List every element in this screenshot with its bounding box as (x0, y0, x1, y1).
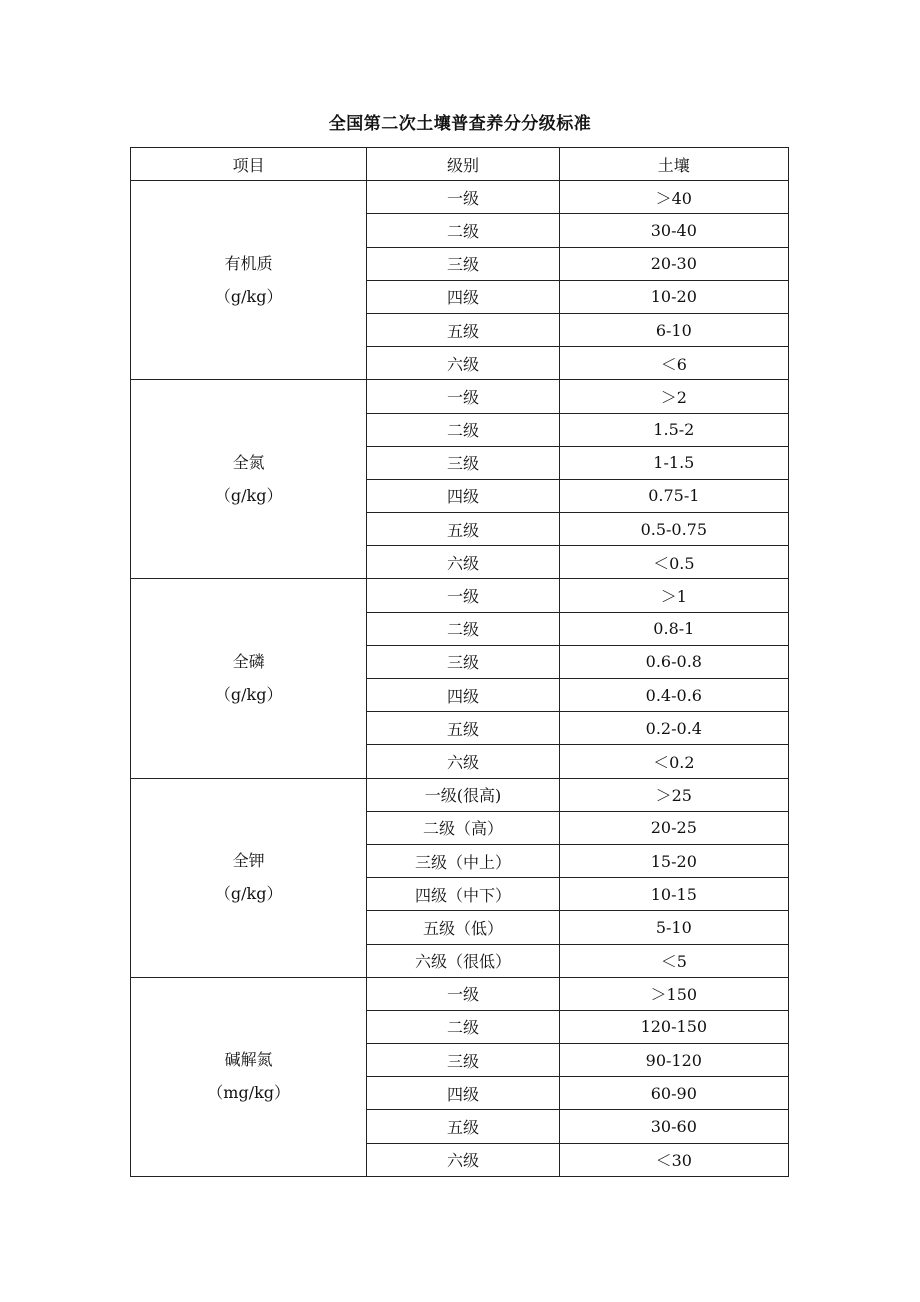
soil-value-cell: 0.6-0.8 (559, 645, 788, 678)
level-cell: 三级 (367, 1044, 559, 1077)
soil-value-cell: 15-20 (559, 844, 788, 877)
level-cell: 三级（中上） (367, 844, 559, 877)
soil-value-cell: 20-25 (559, 811, 788, 844)
soil-value-cell: 0.75-1 (559, 479, 788, 512)
item-cell (131, 380, 367, 579)
level-cell: 一级 (367, 181, 559, 214)
table-row (131, 977, 789, 1010)
level-cell: 二级 (367, 612, 559, 645)
table-body (131, 181, 789, 1177)
soil-value-cell: ＞1 (559, 579, 788, 612)
item-name: 全氮 (232, 452, 265, 472)
soil-value-cell: 20-30 (559, 247, 788, 280)
table-row (131, 380, 789, 413)
level-cell: 一级 (367, 977, 559, 1010)
item-name: 有机质 (224, 253, 273, 273)
item-unit: （g/kg） (214, 685, 283, 704)
soil-value-cell: 90-120 (559, 1044, 788, 1077)
level-cell: 五级 (367, 313, 559, 346)
page-title: 全国第二次土壤普查养分分级标准 (328, 114, 592, 134)
item-cell (131, 778, 367, 977)
level-cell: 五级 (367, 513, 559, 546)
level-cell: 四级 (367, 679, 559, 712)
soil-value-cell: ＜0.5 (559, 546, 788, 579)
soil-value-cell: 30-40 (559, 214, 788, 247)
soil-value-cell: ＞150 (559, 977, 788, 1010)
soil-value-cell: ＞25 (559, 778, 788, 811)
level-cell: 三级 (367, 446, 559, 479)
soil-value-cell: 1-1.5 (559, 446, 788, 479)
level-cell: 一级 (367, 579, 559, 612)
table-row (131, 778, 789, 811)
item-cell (131, 181, 367, 380)
soil-value-cell: ＞2 (559, 380, 788, 413)
level-cell: 六级 (367, 347, 559, 380)
table-row (131, 181, 789, 214)
level-cell: 一级(很高) (367, 778, 559, 811)
soil-value-cell: 1.5-2 (559, 413, 788, 446)
soil-value-cell: ＜0.2 (559, 745, 788, 778)
level-cell: 四级 (367, 280, 559, 313)
level-cell: 二级 (367, 1010, 559, 1043)
item-cell (131, 579, 367, 778)
soil-value-cell: 0.5-0.75 (559, 513, 788, 546)
soil-value-cell: 0.4-0.6 (559, 679, 788, 712)
soil-value-cell: 6-10 (559, 313, 788, 346)
level-cell: 六级 (367, 546, 559, 579)
soil-value-cell: 10-20 (559, 280, 788, 313)
level-cell: 六级（很低） (367, 944, 559, 977)
header-item: 项目 (131, 148, 367, 181)
level-cell: 二级（高） (367, 811, 559, 844)
soil-value-cell: 5-10 (559, 911, 788, 944)
level-cell: 一级 (367, 380, 559, 413)
item-cell (131, 977, 367, 1176)
soil-value-cell: ＞40 (559, 181, 788, 214)
item-unit: （g/kg） (214, 884, 283, 904)
soil-value-cell: 10-15 (559, 878, 788, 911)
level-cell: 三级 (367, 645, 559, 678)
header-level: 级别 (367, 148, 559, 181)
level-cell: 四级 (367, 1077, 559, 1110)
item-unit: （mg/kg） (207, 1083, 291, 1103)
soil-value-cell: 60-90 (559, 1077, 788, 1110)
soil-value-cell: ＜30 (559, 1143, 788, 1176)
grading-table (130, 147, 789, 1177)
header-soil: 土壤 (559, 148, 788, 181)
level-cell: 五级 (367, 1110, 559, 1143)
table-row (131, 579, 789, 612)
soil-value-cell: ＜6 (559, 347, 788, 380)
item-name: 碱解氮 (224, 1050, 273, 1070)
level-cell: 五级 (367, 712, 559, 745)
level-cell: 三级 (367, 247, 559, 280)
soil-value-cell: ＜5 (559, 944, 788, 977)
level-cell: 四级（中下） (367, 878, 559, 911)
item-unit: （g/kg） (214, 286, 283, 306)
item-name: 全钾 (232, 851, 265, 871)
level-cell: 六级 (367, 745, 559, 778)
soil-value-cell: 0.8-1 (559, 612, 788, 645)
level-cell: 六级 (367, 1143, 559, 1176)
level-cell: 五级（低） (367, 911, 559, 944)
level-cell: 二级 (367, 413, 559, 446)
item-unit: （g/kg） (214, 485, 283, 505)
item-name: 全磷 (232, 652, 265, 671)
level-cell: 二级 (367, 214, 559, 247)
soil-value-cell: 30-60 (559, 1110, 788, 1143)
soil-value-cell: 120-150 (559, 1010, 788, 1043)
soil-value-cell: 0.2-0.4 (559, 712, 788, 745)
header-row (131, 148, 789, 181)
level-cell: 四级 (367, 479, 559, 512)
